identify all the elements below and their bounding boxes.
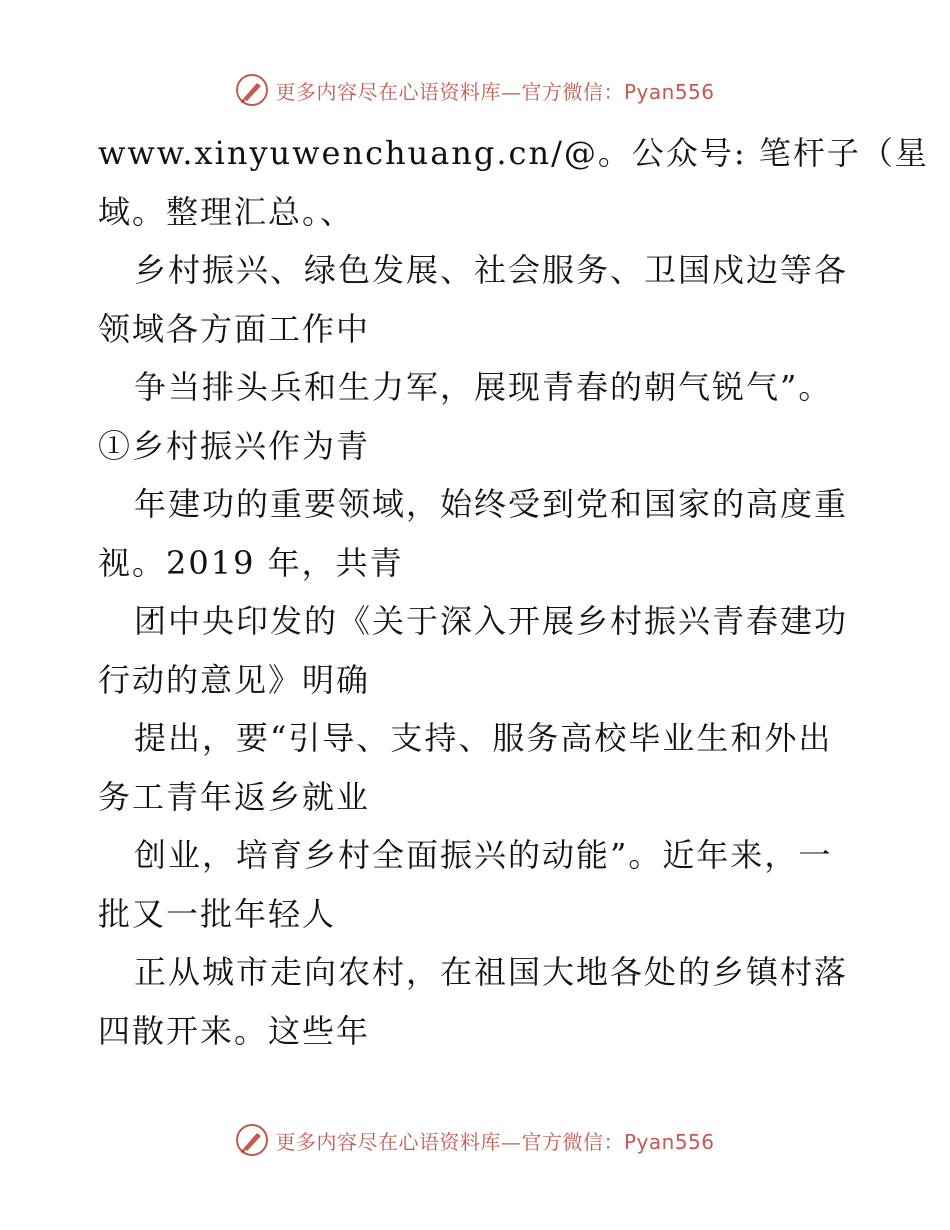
body-line: 域。整理汇总。、: [98, 192, 355, 231]
body-line: 创业，培育乡村全面振兴的动能”。近年来，一: [134, 836, 833, 874]
body-line: www.xinyuwenchuang.cn/@。公众号: 笔杆子（星: [98, 134, 929, 172]
watermark-text: 更多内容尽在心语资料库—官方微信：Pyan556: [275, 1129, 715, 1154]
body-line: 批又一批年轻人: [98, 894, 337, 933]
body-line: 年建功的重要领域，始终受到党和国家的高度重: [134, 485, 849, 523]
body-line: 视。2019 年，共青: [98, 543, 404, 582]
footer-watermark: [0, 1120, 950, 1160]
body-line: 四散开来。这些年: [98, 1011, 371, 1050]
body-line: 务工青年返乡就业: [98, 777, 371, 816]
body-line: 行动的意见》明确: [98, 660, 371, 699]
body-line: 提出，要“引导、支持、服务高校毕业生和外出: [134, 719, 833, 757]
body-line: 正从城市走向农村，在祖国大地各处的乡镇村落: [134, 953, 849, 991]
body-line: 争当排头兵和生力军，展现青春的朝气锐气”。: [134, 368, 833, 406]
body-line: ①乡村振兴作为青: [98, 426, 371, 465]
body-line: 乡村振兴、绿色发展、社会服务、卫国戍边等各: [134, 251, 849, 289]
header-watermark: [0, 70, 950, 110]
body-line: 领域各方面工作中: [98, 309, 371, 348]
body-line: 团中央印发的《关于深入开展乡村振兴青春建功: [134, 602, 849, 640]
pen-logo-icon: [235, 73, 269, 107]
document-body: [98, 124, 929, 1060]
watermark-text: 更多内容尽在心语资料库—官方微信：Pyan556: [275, 79, 715, 104]
pen-logo-icon: [235, 1123, 269, 1157]
